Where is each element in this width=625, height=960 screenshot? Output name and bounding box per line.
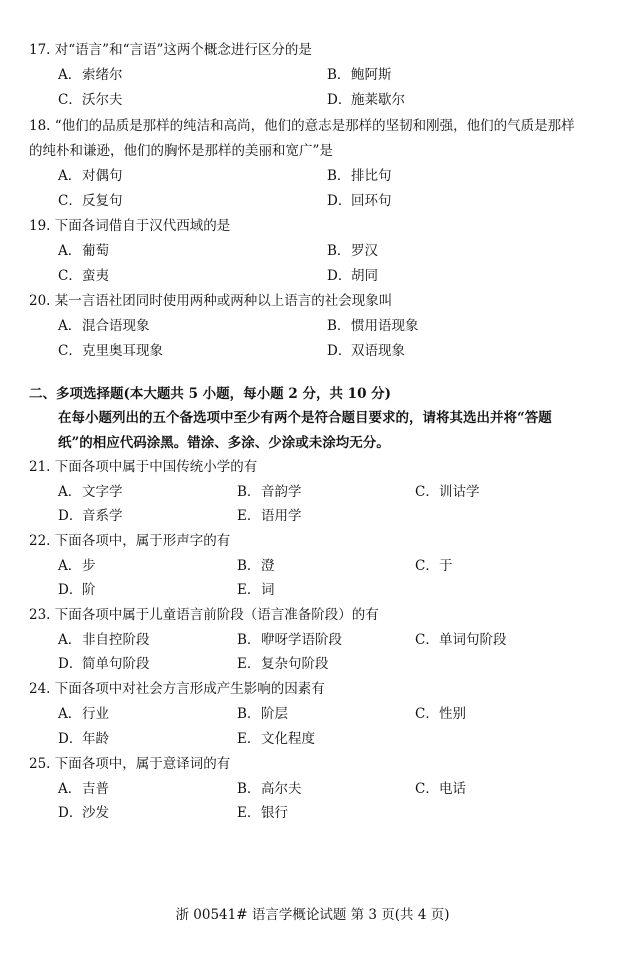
option-text: 非自控阶段	[82, 632, 150, 648]
option-a	[58, 779, 109, 799]
option-text: 咿呀学语阶段	[261, 632, 342, 648]
option-d	[58, 580, 96, 600]
option-label: C．	[415, 706, 439, 722]
question-stem: 下面各项中，属于意译词的有	[54, 756, 231, 772]
option-b	[237, 704, 288, 724]
option-a	[58, 241, 109, 261]
option-a	[58, 556, 96, 576]
option-b	[327, 166, 392, 186]
option-b	[237, 630, 342, 650]
option-text: 沃尔夫	[82, 92, 123, 108]
question-stem: 某一言语社团同时使用两种或两种以上语言的社会现象叫	[54, 293, 393, 309]
question-number: 21.	[29, 459, 51, 475]
option-text: 吉普	[82, 781, 109, 797]
section-heading: 二、多项选择题(本大题共 5 小题，每小题 2 分，共 10 分)	[29, 386, 392, 402]
option-text: 澄	[261, 558, 275, 574]
option-b	[237, 482, 302, 502]
option-text: 克里奥耳现象	[82, 343, 163, 359]
option-text: 对偶句	[82, 168, 123, 184]
option-text: 文化程度	[261, 731, 315, 747]
option-text: 电话	[439, 781, 466, 797]
option-text: 阶层	[261, 706, 288, 722]
option-b	[327, 65, 392, 85]
option-d	[58, 729, 109, 749]
option-text: 行业	[82, 706, 109, 722]
option-label: D．	[327, 343, 352, 359]
option-text: 施莱歇尔	[351, 92, 405, 108]
option-c	[58, 266, 109, 286]
option-text: 沙发	[82, 805, 109, 821]
option-label: D．	[58, 508, 83, 524]
page-footer: 浙 00541# 语言学概论试题 第 3 页(共 4 页)	[175, 907, 450, 923]
option-c	[415, 556, 453, 576]
question-21	[29, 457, 257, 477]
option-label: A．	[58, 168, 82, 184]
option-text: 高尔夫	[261, 781, 302, 797]
option-label: D．	[327, 268, 352, 284]
option-c	[415, 482, 480, 502]
question-19	[29, 216, 230, 236]
option-d	[327, 341, 405, 361]
question-number: 20.	[29, 293, 51, 309]
option-a	[58, 316, 150, 336]
option-label: B．	[237, 706, 261, 722]
option-label: C．	[415, 632, 439, 648]
option-text: 混合语现象	[82, 318, 150, 334]
section-instruction-continuation: 纸”的相应代码涂黑。错涂、多涂、少涂或未涂均无分。	[58, 435, 390, 451]
option-label: A．	[58, 558, 82, 574]
question-20	[29, 291, 392, 311]
option-label: A．	[58, 484, 82, 500]
option-text: 罗汉	[351, 243, 378, 259]
option-label: C．	[58, 92, 82, 108]
question-18	[29, 116, 575, 136]
question-22	[29, 531, 230, 551]
option-c	[415, 779, 466, 799]
option-text: 性别	[439, 706, 466, 722]
option-label: C．	[415, 558, 439, 574]
question-number: 23.	[29, 607, 51, 623]
option-text: 训诂学	[439, 484, 480, 500]
question-stem: “他们的品质是那样的纯洁和高尚，他们的意志是那样的坚韧和刚强，他们的气质是那样	[54, 118, 575, 134]
option-text: 回环句	[351, 193, 392, 209]
option-text: 阶	[82, 582, 96, 598]
option-text: 步	[82, 558, 96, 574]
option-text: 音系学	[82, 508, 123, 524]
option-label: B．	[237, 632, 261, 648]
option-label: B．	[237, 781, 261, 797]
option-label: D．	[327, 193, 352, 209]
option-text: 词	[261, 582, 275, 598]
question-number: 19.	[29, 218, 51, 234]
option-a	[58, 166, 123, 186]
question-number: 25.	[29, 756, 51, 772]
option-label: A．	[58, 318, 82, 334]
option-a	[58, 630, 150, 650]
option-text: 葡萄	[82, 243, 109, 259]
option-text: 年龄	[82, 731, 109, 747]
question-number: 17.	[29, 42, 51, 58]
option-label: D．	[58, 731, 83, 747]
option-b	[327, 316, 419, 336]
question-stem: 下面各词借自于汉代西域的是	[54, 218, 231, 234]
option-c	[58, 90, 123, 110]
option-label: A．	[58, 632, 82, 648]
option-d	[58, 654, 150, 674]
option-d	[327, 90, 405, 110]
option-d	[327, 266, 378, 286]
option-c	[58, 191, 123, 211]
option-text: 音韵学	[261, 484, 302, 500]
option-label: C．	[415, 781, 439, 797]
option-label: A．	[58, 67, 82, 83]
option-text: 排比句	[351, 168, 392, 184]
option-d	[58, 506, 123, 526]
option-a	[58, 704, 109, 724]
option-a	[58, 65, 123, 85]
question-25	[29, 754, 230, 774]
option-c	[415, 704, 466, 724]
option-label: B．	[327, 318, 351, 334]
option-label: E．	[237, 508, 261, 524]
question-number: 18.	[29, 118, 51, 134]
option-label: E．	[237, 582, 261, 598]
option-text: 于	[439, 558, 453, 574]
option-b	[237, 779, 302, 799]
question-stem-continuation: 的纯朴和谦逊，他们的胸怀是那样的美丽和宽广”是	[29, 143, 333, 159]
option-label: C．	[58, 268, 82, 284]
option-e	[237, 506, 302, 526]
option-e	[237, 803, 288, 823]
question-number: 22.	[29, 533, 51, 549]
option-text: 胡同	[351, 268, 378, 284]
question-stem: 下面各项中对社会方言形成产生影响的因素有	[54, 681, 325, 697]
option-label: D．	[327, 92, 352, 108]
option-text: 文字学	[82, 484, 123, 500]
option-label: A．	[58, 706, 82, 722]
option-b	[237, 556, 275, 576]
option-label: A．	[58, 243, 82, 259]
option-c	[58, 341, 163, 361]
option-e	[237, 729, 315, 749]
option-label: D．	[58, 582, 83, 598]
option-label: D．	[58, 656, 83, 672]
option-label: B．	[327, 67, 351, 83]
option-label: C．	[415, 484, 439, 500]
option-label: B．	[327, 243, 351, 259]
option-label: E．	[237, 731, 261, 747]
question-stem: 对“语言”和“言语”这两个概念进行区分的是	[54, 42, 312, 58]
option-c	[415, 630, 507, 650]
question-stem: 下面各项中，属于形声字的有	[54, 533, 231, 549]
option-text: 反复句	[82, 193, 123, 209]
option-label: D．	[58, 805, 83, 821]
option-text: 蛮夷	[82, 268, 109, 284]
option-label: E．	[237, 656, 261, 672]
option-e	[237, 654, 329, 674]
option-text: 银行	[261, 805, 288, 821]
option-label: E．	[237, 805, 261, 821]
option-text: 双语现象	[351, 343, 405, 359]
option-label: B．	[327, 168, 351, 184]
question-number: 24.	[29, 681, 51, 697]
option-d	[58, 803, 109, 823]
question-24	[29, 679, 325, 699]
question-stem: 下面各项中属于儿童语言前阶段（语言准备阶段）的有	[54, 607, 379, 623]
question-stem: 下面各项中属于中国传统小学的有	[54, 459, 258, 475]
option-e	[237, 580, 275, 600]
option-label: A．	[58, 781, 82, 797]
option-a	[58, 482, 123, 502]
option-text: 惯用语现象	[351, 318, 419, 334]
option-text: 鲍阿斯	[351, 67, 392, 83]
option-label: C．	[58, 343, 82, 359]
option-label: B．	[237, 484, 261, 500]
option-d	[327, 191, 392, 211]
option-text: 索绪尔	[82, 67, 123, 83]
section-instruction: 在每小题列出的五个备选项中至少有两个是符合题目要求的，请将其选出并将“答题	[58, 410, 552, 426]
option-text: 语用学	[261, 508, 302, 524]
option-text: 单词句阶段	[439, 632, 507, 648]
option-text: 复杂句阶段	[261, 656, 329, 672]
option-text: 简单句阶段	[82, 656, 150, 672]
option-label: C．	[58, 193, 82, 209]
question-23	[29, 605, 379, 625]
option-label: B．	[237, 558, 261, 574]
question-17	[29, 40, 312, 60]
option-b	[327, 241, 378, 261]
